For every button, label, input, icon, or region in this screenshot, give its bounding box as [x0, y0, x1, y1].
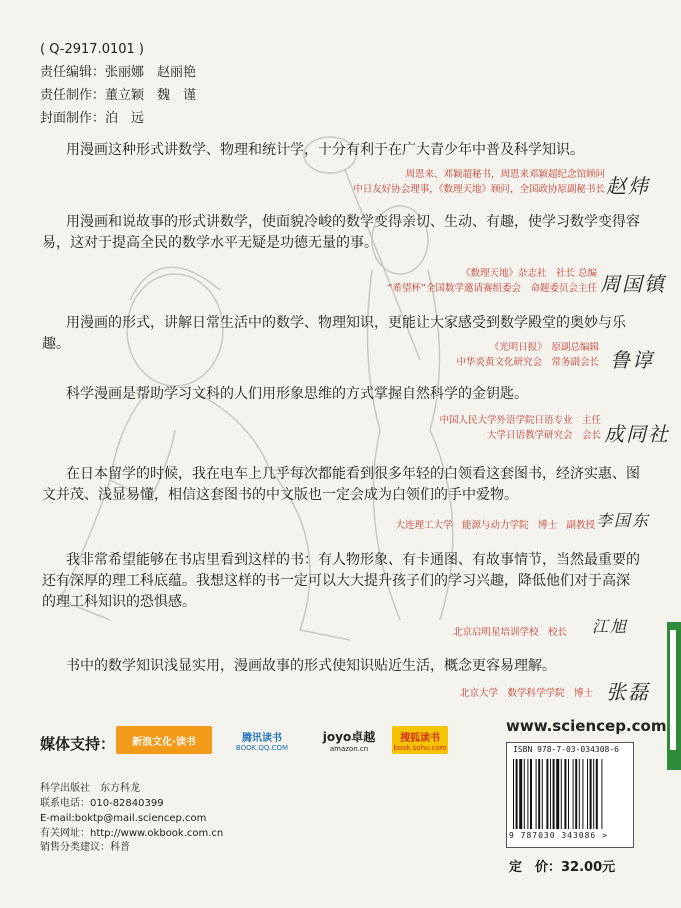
- attribution-line: 大学日语教学研究会 会长: [486, 430, 601, 441]
- quote-attribution: [388, 266, 597, 296]
- isbn-barcode: [506, 742, 634, 848]
- sohu-reading-url: book.sohu.com: [393, 743, 447, 752]
- quote-text: 科学漫画是帮助学习文科的人们用形象思维的方式掌握自然科学的金钥匙。: [66, 386, 528, 402]
- signature: 鲁谆: [610, 348, 654, 372]
- signature: 成同社: [604, 422, 670, 446]
- quote-attribution: [439, 413, 601, 443]
- price: 定 价：32.00元: [509, 860, 616, 875]
- attribution-line: 《光明日报》 原副总编辑: [489, 342, 599, 353]
- sohu-reading-logo-text: 搜狐读书: [400, 732, 440, 744]
- attribution-line: 北京大学 数学科学学院 博士: [459, 688, 593, 699]
- publisher-name: 科学出版社 东方科龙: [40, 783, 140, 794]
- signature: 江旭: [592, 617, 629, 636]
- quote-text: 在日本留学的时候，我在电车上几乎每次都能看到很多年轻的白领看这套图书，经济实惠、图文并茂、浅显易懂，相信这套图书的中文版也一定会成为白领们的手中爱物。: [42, 466, 640, 503]
- production-line: 责任制作：董立颖 魏 谨: [40, 88, 197, 103]
- barcode-bars: [513, 759, 627, 829]
- book-code: ( Q-2917.0101 ): [40, 42, 144, 57]
- quote-attribution: [353, 167, 605, 197]
- green-edge-strip: [667, 622, 681, 770]
- attribution-line: 大连理工大学 能源与动力学院 博士 副教授: [395, 520, 595, 531]
- signature: 李国东: [596, 511, 651, 530]
- sina-reading-logo-text: 新浪文化·读书: [132, 736, 196, 748]
- sale-classification: 销售分类建议：科普: [40, 842, 130, 853]
- publisher-email: E-mail:boktp@mail.sciencep.com: [40, 813, 207, 824]
- publisher-url: www.sciencep.com: [506, 717, 667, 735]
- attribution-line: 周恩来、邓颖超秘书，周恩来邓颖超纪念馆顾问: [405, 169, 605, 180]
- signature: 赵炜: [606, 174, 650, 198]
- quote-text: 我非常希望能够在书店里看到这样的书：有人物形象、有卡通图、有故事情节，当然最重要的还有深厚的理工科底蕴。我想这样的书一定可以大大提升孩子们的学习兴趣，降低他们对于高深的理工科知识的恐惧感。: [42, 552, 640, 610]
- quote-attribution: [456, 340, 599, 370]
- attribution-line: 中国人民大学外语学院日语专业 主任: [439, 415, 601, 426]
- attribution-line: 中日友好协会理事，《数理天地》顾问，全国政协原副秘书长: [353, 184, 605, 195]
- qq-reading-logo-text: 腾讯读书: [242, 732, 282, 744]
- media-support-label: 媒体支持：: [40, 735, 116, 753]
- quote-text: 用漫画和说故事的形式讲数学，使面貌冷峻的数学变得亲切、生动、有趣，使学习数学变得容易，这对于提高全民的数学水平无疑是功德无量的事。: [42, 214, 640, 251]
- amazon-logo-text: amazon.cn: [329, 744, 369, 753]
- quote-text: 书中的数学知识浅显实用，漫画故事的形式使知识贴近生活，概念更容易理解。: [66, 658, 556, 674]
- signature: 张磊: [606, 680, 650, 704]
- attribution-line: 《数理天地》杂志社 社长 总编: [460, 268, 597, 279]
- joyo-logo-text: joyo卓越: [322, 729, 376, 744]
- publisher-phone: 联系电话：010-82840399: [40, 798, 164, 809]
- joyo-amazon-logo: [312, 726, 386, 754]
- sina-reading-logo: [116, 726, 212, 754]
- barcode-number: 9 787030 343086 >: [509, 831, 608, 840]
- cover-line: 封面制作：泊 远: [40, 111, 145, 126]
- quote-text: 用漫画的形式，讲解日常生活中的数学、物理知识，更能让大家感受到数学殿堂的奥妙与乐趣。: [42, 315, 626, 352]
- isbn-text: ISBN 978-7-03-034308-6: [513, 745, 619, 754]
- qq-reading-url: BOOK.QQ.COM: [235, 743, 289, 752]
- quote-attribution: [453, 625, 567, 640]
- qq-reading-logo: [222, 726, 302, 754]
- credits-block: [40, 38, 196, 130]
- quote-attribution: [395, 518, 595, 533]
- signature: 周国镇: [600, 272, 666, 296]
- attribution-line: 中华炎黄文化研究会 常务副会长: [456, 357, 599, 368]
- quote-attribution: [460, 686, 593, 701]
- publisher-info: [40, 781, 223, 841]
- attribution-line: 北京启明星培训学校 校长: [452, 627, 567, 638]
- editors-line: 责任编辑：张丽娜 赵丽艳: [40, 65, 197, 80]
- sohu-reading-logo: [392, 726, 448, 754]
- publisher-website: 有关网址：http://www.okbook.com.cn: [40, 828, 224, 839]
- attribution-line: “希望杯”全国数学邀请赛组委会 命题委员会主任: [387, 283, 597, 294]
- quote-text: 用漫画这种形式讲数学、物理和统计学，十分有利于在广大青少年中普及科学知识。: [66, 142, 584, 158]
